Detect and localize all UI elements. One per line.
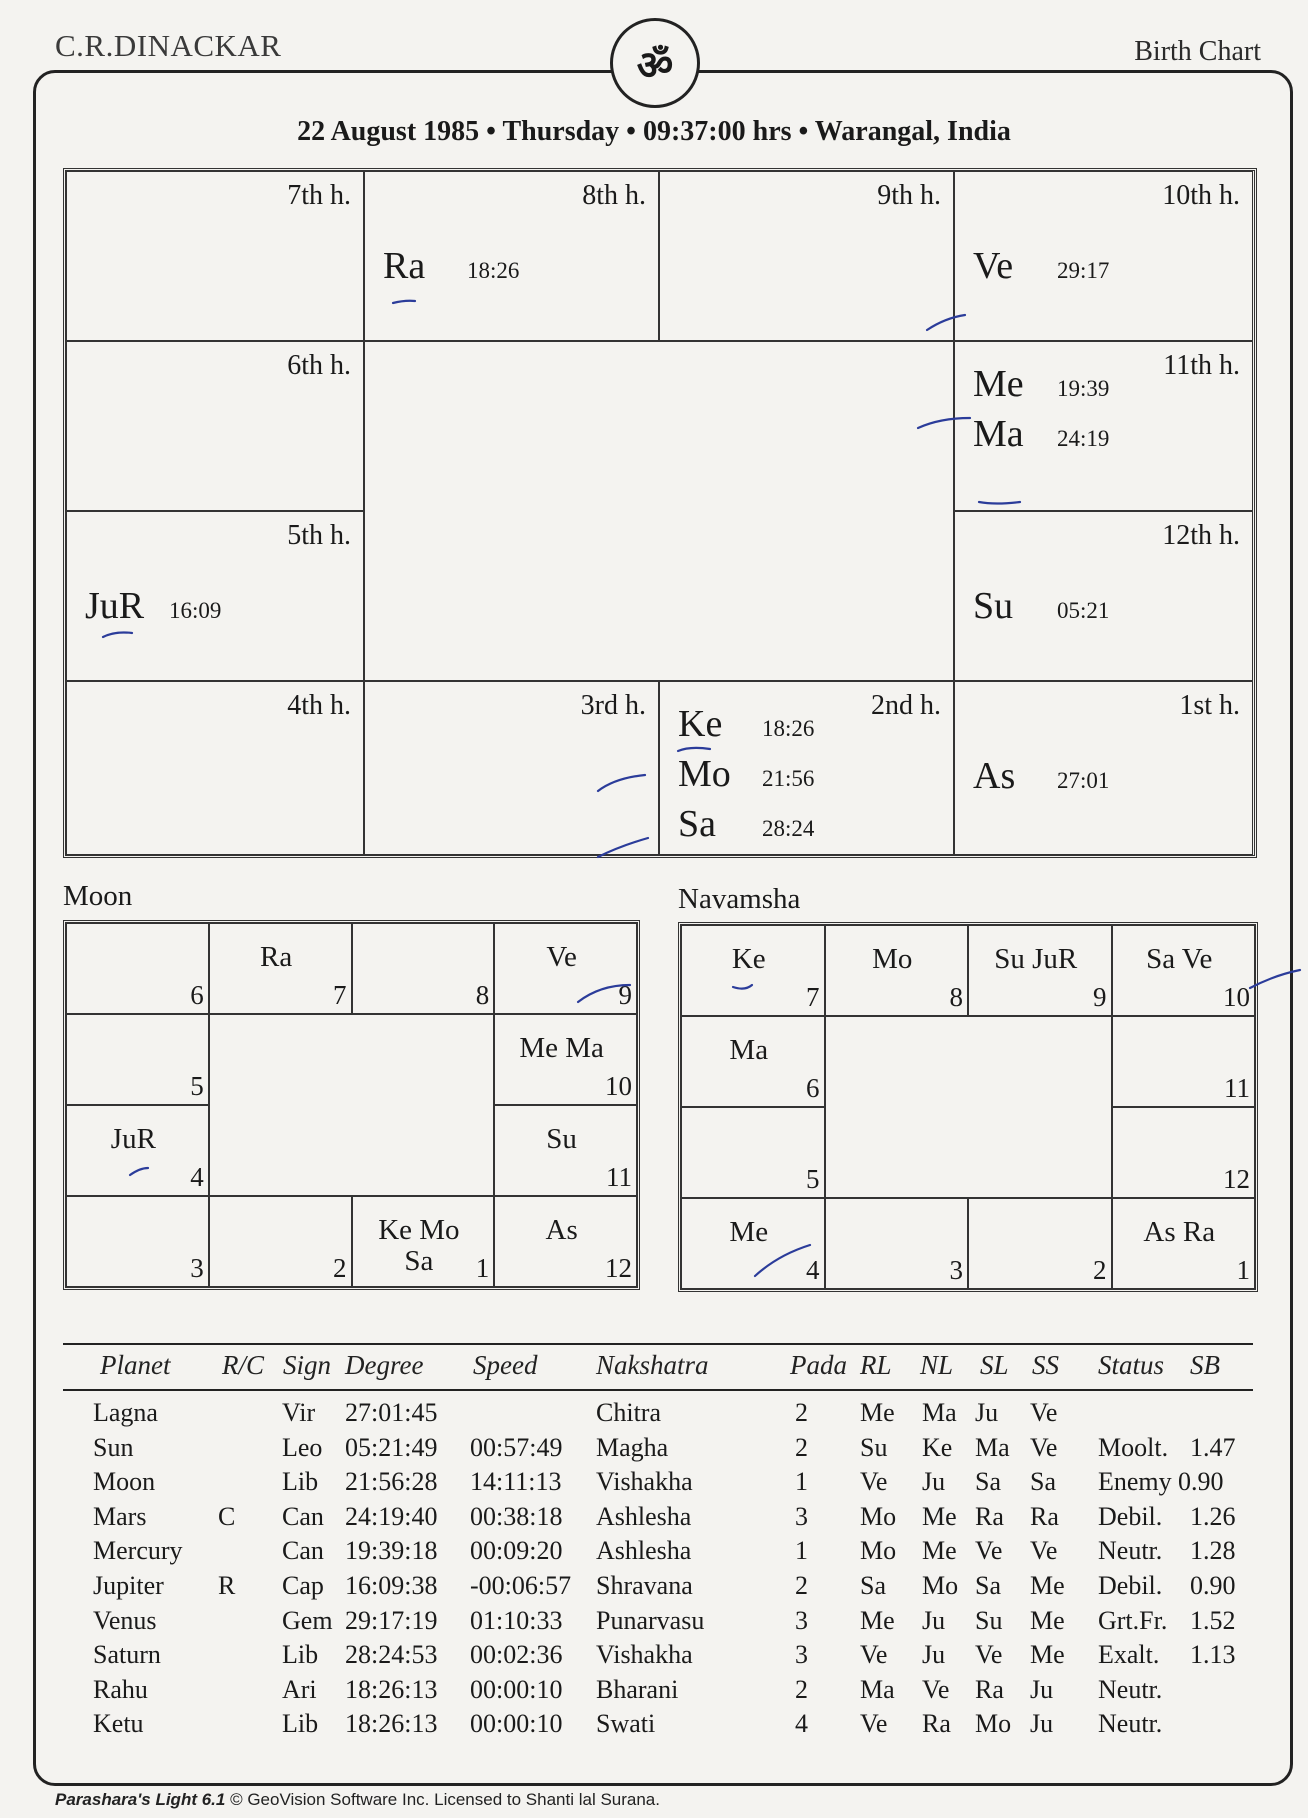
planet-abbr: Ra — [383, 245, 426, 287]
table-cell: Leo — [282, 1432, 323, 1462]
table-cell: Can — [282, 1536, 324, 1566]
navamsha-chart-cell — [825, 1198, 969, 1289]
table-cell: C — [218, 1501, 236, 1531]
moon-chart-sign-number: 6 — [190, 980, 204, 1010]
table-cell: Ashlesha — [596, 1536, 692, 1566]
planet-entry — [678, 702, 814, 752]
column-header: R/C — [222, 1350, 265, 1380]
table-cell: Ve — [975, 1640, 1003, 1670]
planet-abbr: Mo — [678, 753, 731, 795]
navamsha-chart-cell — [968, 925, 1112, 1016]
table-cell: 16:09:38 — [345, 1571, 438, 1600]
moon-chart-sign-number: 3 — [190, 1253, 204, 1283]
moon-chart-sign-number: 7 — [333, 980, 347, 1010]
navamsha-chart-sign-number: 5 — [806, 1164, 820, 1194]
table-cell: Vir — [282, 1398, 316, 1427]
house-cell — [364, 681, 659, 855]
house-label: 12th h. — [1162, 520, 1240, 551]
planet-degree: 24:19 — [1057, 426, 1110, 451]
navamsha-chart-cell — [1112, 1198, 1256, 1289]
table-cell: Rahu — [93, 1674, 148, 1704]
house-cell — [659, 171, 954, 341]
planet-abbr: Ve — [973, 245, 1014, 287]
moon-chart-planets: Me Ma — [519, 1032, 604, 1064]
planet-degree: 18:26 — [467, 258, 520, 283]
table-cell: 05:21:49 — [345, 1432, 438, 1462]
navamsha-chart-planets: Su JuR — [994, 943, 1078, 975]
table-cell: Ve — [922, 1674, 950, 1704]
table-cell: Ari — [282, 1674, 317, 1704]
planet-entry — [973, 244, 1109, 294]
table-cell: 01:10:33 — [470, 1605, 563, 1635]
house-planets — [973, 754, 1109, 804]
table-cell: Ve — [860, 1467, 888, 1497]
planet-entry — [678, 802, 814, 852]
navamsha-chart-cell — [1112, 925, 1256, 1016]
moon-chart-cell — [494, 923, 637, 1014]
table-cell: Ra — [922, 1709, 951, 1739]
table-cell: 2 — [795, 1432, 808, 1462]
table-cell: Neutr. — [1098, 1709, 1163, 1739]
table-top-rule — [63, 1343, 1253, 1345]
table-cell: 1.52 — [1190, 1605, 1236, 1635]
table-cell: Jupiter — [93, 1571, 164, 1600]
table-cell: 1 — [795, 1467, 808, 1497]
house-cell — [364, 171, 659, 341]
table-cell: Ke — [922, 1432, 953, 1462]
table-cell: Mo — [860, 1501, 897, 1531]
planet-abbr: Me — [973, 363, 1024, 405]
table-cell: Mo — [975, 1709, 1012, 1739]
house-cell — [66, 681, 364, 855]
navamsha-chart-sign-number: 6 — [806, 1073, 820, 1103]
table-cell: Enemy — [1098, 1467, 1172, 1497]
table-cell: Me — [860, 1398, 895, 1427]
moon-chart-cell — [494, 1105, 637, 1196]
column-header: Sign — [283, 1350, 332, 1380]
software-footer — [55, 1790, 660, 1810]
table-cell: Ju — [975, 1398, 999, 1427]
table-cell: Ma — [975, 1432, 1010, 1462]
table-cell: Can — [282, 1501, 324, 1531]
moon-chart-cell — [209, 923, 352, 1014]
table-cell: Ju — [1030, 1674, 1054, 1704]
house-label: 2nd h. — [871, 690, 941, 721]
moon-chart-cell — [66, 1014, 209, 1105]
table-cell: 28:24:53 — [345, 1640, 438, 1670]
navamsha-chart-sign-number: 3 — [949, 1255, 963, 1285]
planet-degree: 28:24 — [762, 816, 815, 841]
navamsha-chart-sign-number: 9 — [1093, 982, 1107, 1012]
table-cell: Su — [860, 1432, 888, 1462]
moon-chart-cell — [66, 1105, 209, 1196]
table-cell: Ve — [1030, 1536, 1058, 1566]
table-cell: Mo — [860, 1536, 897, 1566]
navamsha-chart-cell — [681, 925, 825, 1016]
house-cell — [954, 171, 1253, 341]
house-cell — [66, 341, 364, 511]
house-label: 8th h. — [582, 180, 646, 211]
moon-chart-sign-number: 9 — [618, 980, 632, 1010]
column-header: SB — [1190, 1350, 1220, 1380]
table-cell: 21:56:28 — [345, 1467, 438, 1497]
table-cell: Ma — [922, 1398, 957, 1427]
navamsha-chart-sign-number: 10 — [1223, 982, 1250, 1012]
table-cell: Neutr. — [1098, 1536, 1163, 1566]
birth-details: 22 August 1985 • Thursday • 09:37:00 hrs • Warangal, India — [297, 116, 1011, 147]
table-cell: Vishakha — [596, 1467, 693, 1497]
planet-entry — [678, 752, 814, 802]
table-cell: 3 — [795, 1501, 808, 1531]
planet-entry — [973, 362, 1109, 412]
table-cell: Chitra — [596, 1398, 661, 1427]
table-cell: Venus — [93, 1605, 157, 1635]
table-cell: Ma — [860, 1674, 895, 1704]
table-cell: Ra — [1030, 1501, 1059, 1531]
planet-entry — [85, 584, 221, 634]
table-cell: Debil. — [1098, 1501, 1163, 1531]
table-cell: Debil. — [1098, 1571, 1163, 1600]
table-cell: Ju — [922, 1640, 946, 1670]
table-cell: Lagna — [93, 1398, 158, 1427]
house-cell — [954, 341, 1253, 511]
planet-degree: 29:17 — [1057, 258, 1110, 283]
table-cell: Neutr. — [1098, 1674, 1163, 1704]
navamsha-chart-planets: Mo — [872, 943, 913, 975]
moon-chart-cell — [66, 1196, 209, 1287]
table-cell: 1.28 — [1190, 1536, 1236, 1566]
planet-degree: 21:56 — [762, 766, 815, 791]
house-label: 9th h. — [877, 180, 941, 211]
column-header: RL — [860, 1350, 892, 1380]
table-cell: Sa — [975, 1571, 1001, 1600]
table-cell: 0.90 — [1178, 1467, 1224, 1497]
column-header: NL — [920, 1350, 954, 1380]
table-cell: Sa — [860, 1571, 886, 1600]
house-label: 3rd h. — [580, 690, 646, 721]
navamsha-chart-cell — [1112, 1016, 1256, 1107]
table-cell: Ve — [860, 1640, 888, 1670]
table-cell: Grt.Fr. — [1098, 1605, 1168, 1635]
house-planets — [973, 584, 1109, 634]
column-header: Speed — [473, 1350, 538, 1380]
planet-degree: 16:09 — [169, 598, 222, 623]
moon-chart-planets: As — [545, 1214, 578, 1246]
table-cell: Shravana — [596, 1571, 693, 1600]
planet-abbr: As — [973, 755, 1016, 797]
table-cell: Ju — [1030, 1709, 1054, 1739]
moon-chart-sign-number: 5 — [190, 1071, 204, 1101]
navamsha-chart — [678, 922, 1258, 1292]
planet-abbr: JuR — [85, 585, 145, 627]
column-header: Degree — [345, 1350, 424, 1380]
moon-chart-sign-number: 12 — [605, 1253, 632, 1283]
navamsha-chart-cell — [681, 1107, 825, 1198]
planet-abbr: Ke — [678, 703, 723, 745]
moon-chart-sign-number: 11 — [606, 1162, 632, 1192]
moon-chart-cell — [209, 1196, 352, 1287]
navamsha-chart-cell — [968, 1198, 1112, 1289]
moon-chart-sign-number: 1 — [475, 1253, 490, 1283]
column-header: Pada — [790, 1350, 847, 1380]
navamsha-chart-sign-number: 11 — [1224, 1073, 1250, 1103]
navamsha-chart-sign-number: 4 — [806, 1255, 820, 1285]
house-label: 4th h. — [287, 690, 351, 721]
table-cell: Me — [922, 1536, 957, 1566]
column-header: SL — [980, 1350, 1009, 1380]
table-cell: 1.13 — [1190, 1640, 1236, 1670]
table-cell: Me — [1030, 1640, 1065, 1670]
table-cell: Me — [1030, 1605, 1065, 1635]
table-cell: Gem — [282, 1605, 333, 1635]
navamsha-chart-sign-number: 2 — [1093, 1255, 1107, 1285]
house-cell — [66, 171, 364, 341]
table-cell: Exalt. — [1098, 1640, 1160, 1670]
table-cell: Punarvasu — [596, 1605, 705, 1635]
navamsha-chart-planets: Me — [729, 1216, 769, 1248]
table-cell: Ra — [975, 1674, 1004, 1704]
house-label: 5th h. — [287, 520, 351, 551]
house-label: 7th h. — [287, 180, 351, 211]
rasi-chart — [63, 168, 1257, 858]
table-cell: Lib — [282, 1467, 319, 1497]
table-cell: -00:06:57 — [470, 1571, 572, 1600]
house-cell — [66, 511, 364, 681]
navamsha-chart-sign-number: 8 — [949, 982, 963, 1012]
navamsha-chart-center — [825, 1016, 1112, 1198]
chart-center — [364, 341, 954, 681]
navamsha-chart-planets: As Ra — [1143, 1216, 1216, 1248]
house-planets — [383, 244, 519, 294]
navamsha-chart-sign-number: 1 — [1236, 1255, 1250, 1285]
planet-entry — [973, 584, 1109, 634]
table-cell: Magha — [596, 1432, 669, 1462]
moon-chart-center — [209, 1014, 495, 1196]
moon-chart-sign-number: 2 — [333, 1253, 347, 1283]
moon-chart — [63, 920, 640, 1290]
navamsha-chart-planets: Sa Ve — [1146, 943, 1213, 975]
table-cell: 18:26:13 — [345, 1709, 438, 1739]
moon-chart-sign-number: 10 — [605, 1071, 632, 1101]
table-cell: Me — [922, 1501, 957, 1531]
table-cell: Mo — [922, 1571, 959, 1600]
table-cell: 2 — [795, 1674, 808, 1704]
table-cell: Ju — [922, 1605, 946, 1635]
table-cell: Mercury — [93, 1536, 183, 1566]
table-cell: 1.47 — [1190, 1432, 1236, 1462]
navamsha-chart-sign-number: 12 — [1223, 1164, 1250, 1194]
planet-degree: 05:21 — [1057, 598, 1110, 623]
navamsha-chart-planets: Ke — [731, 943, 766, 975]
author-name: C.R.DINACKAR — [55, 28, 282, 63]
table-cell: 0.90 — [1190, 1571, 1236, 1600]
chart-title: Birth Chart — [1134, 36, 1261, 67]
moon-chart-cell — [352, 923, 495, 1014]
table-cell: Ketu — [93, 1709, 144, 1739]
table-cell: Sa — [975, 1467, 1001, 1497]
moon-chart-cell — [494, 1014, 637, 1105]
table-cell: Ve — [1030, 1432, 1058, 1462]
house-label: 10th h. — [1162, 180, 1240, 211]
moon-chart-planets: Ve — [546, 941, 577, 973]
house-label: 6th h. — [287, 350, 351, 381]
table-cell: Me — [1030, 1571, 1065, 1600]
moon-chart-cell — [352, 1196, 495, 1287]
table-cell: R — [218, 1571, 236, 1600]
planet-abbr: Su — [973, 585, 1014, 627]
table-cell: 1.26 — [1190, 1501, 1236, 1531]
planet-abbr: Ma — [973, 413, 1024, 455]
planet-degree: 19:39 — [1057, 376, 1110, 401]
table-cell: 2 — [795, 1571, 808, 1600]
navamsha-chart-cell — [825, 925, 969, 1016]
table-cell: Lib — [282, 1709, 319, 1739]
moon-chart-label: Moon — [63, 880, 133, 912]
house-label: 11th h. — [1163, 350, 1240, 381]
house-planets — [85, 584, 221, 634]
table-cell: Ra — [975, 1501, 1004, 1531]
house-cell — [954, 681, 1253, 855]
table-cell: 1 — [795, 1536, 808, 1566]
table-cell: Sun — [93, 1432, 134, 1462]
navamsha-chart-label: Navamsha — [678, 883, 801, 915]
table-cell: 3 — [795, 1605, 808, 1635]
planet-entry — [973, 412, 1109, 462]
table-cell: Lib — [282, 1640, 319, 1670]
table-cell: Ve — [1030, 1398, 1058, 1427]
planet-degree: 27:01 — [1057, 768, 1110, 793]
table-cell: Me — [860, 1605, 895, 1635]
table-header-rule — [63, 1389, 1253, 1391]
table-cell: 14:11:13 — [470, 1467, 562, 1497]
footer-license: © GeoVision Software Inc. Licensed to Shanti lal Surana. — [230, 1790, 660, 1809]
table-cell: 00:00:10 — [470, 1709, 563, 1739]
column-header: Planet — [100, 1350, 171, 1380]
table-cell: 27:01:45 — [345, 1398, 438, 1427]
table-cell: 3 — [795, 1640, 808, 1670]
navamsha-chart-cell — [681, 1198, 825, 1289]
navamsha-chart-planets: Ma — [729, 1034, 769, 1066]
planet-abbr: Sa — [678, 803, 716, 845]
table-cell: 19:39:18 — [345, 1536, 438, 1566]
moon-chart-sign-number: 4 — [190, 1162, 204, 1192]
table-cell: 00:09:20 — [470, 1536, 563, 1566]
moon-chart-cell — [66, 923, 209, 1014]
moon-chart-cell — [494, 1196, 637, 1287]
house-cell — [954, 511, 1253, 681]
table-cell: Mars — [93, 1501, 147, 1531]
table-cell: Su — [975, 1605, 1003, 1635]
table-cell: 4 — [795, 1709, 808, 1739]
house-planets — [678, 702, 814, 852]
table-cell: 00:38:18 — [470, 1501, 563, 1531]
table-cell: Swati — [596, 1709, 656, 1739]
table-cell: 00:00:10 — [470, 1674, 563, 1704]
table-cell: Sa — [1030, 1467, 1056, 1497]
house-cell — [659, 681, 954, 855]
planet-entry — [973, 754, 1109, 804]
navamsha-chart-cell — [681, 1016, 825, 1107]
table-cell: Moon — [93, 1467, 156, 1497]
footer-product: Parashara's Light 6.1 — [55, 1790, 226, 1809]
table-cell: Moolt. — [1098, 1432, 1169, 1462]
table-cell: Ashlesha — [596, 1501, 692, 1531]
om-symbol-icon: ॐ — [610, 18, 700, 108]
moon-chart-planets: Su — [546, 1123, 577, 1155]
column-header: SS — [1032, 1350, 1059, 1380]
table-cell: Saturn — [93, 1640, 161, 1670]
table-cell: 2 — [795, 1398, 808, 1427]
planet-degree: 18:26 — [762, 716, 815, 741]
house-planets — [973, 362, 1109, 462]
table-cell: 24:19:40 — [345, 1501, 438, 1531]
moon-chart-planets: Ra — [260, 941, 293, 973]
table-cell: 00:02:36 — [470, 1640, 563, 1670]
table-cell: Ve — [860, 1709, 888, 1739]
table-cell: Vishakha — [596, 1640, 693, 1670]
table-cell: 29:17:19 — [345, 1605, 438, 1635]
navamsha-chart-sign-number: 7 — [806, 982, 820, 1012]
house-label: 1st h. — [1179, 690, 1240, 721]
table-cell: 00:57:49 — [470, 1432, 563, 1462]
moon-chart-planets: Ke Mo Sa — [378, 1214, 460, 1277]
table-cell: Cap — [282, 1571, 324, 1600]
table-cell: Bharani — [596, 1674, 679, 1704]
column-header: Status — [1098, 1350, 1165, 1380]
house-planets — [973, 244, 1109, 294]
column-header: Nakshatra — [596, 1350, 709, 1380]
table-cell: Ju — [922, 1467, 946, 1497]
moon-chart-sign-number: 8 — [475, 980, 490, 1010]
planet-entry — [383, 244, 519, 294]
moon-chart-planets: JuR — [110, 1123, 156, 1155]
table-cell: Ve — [975, 1536, 1003, 1566]
table-cell: 18:26:13 — [345, 1674, 438, 1704]
navamsha-chart-cell — [1112, 1107, 1256, 1198]
